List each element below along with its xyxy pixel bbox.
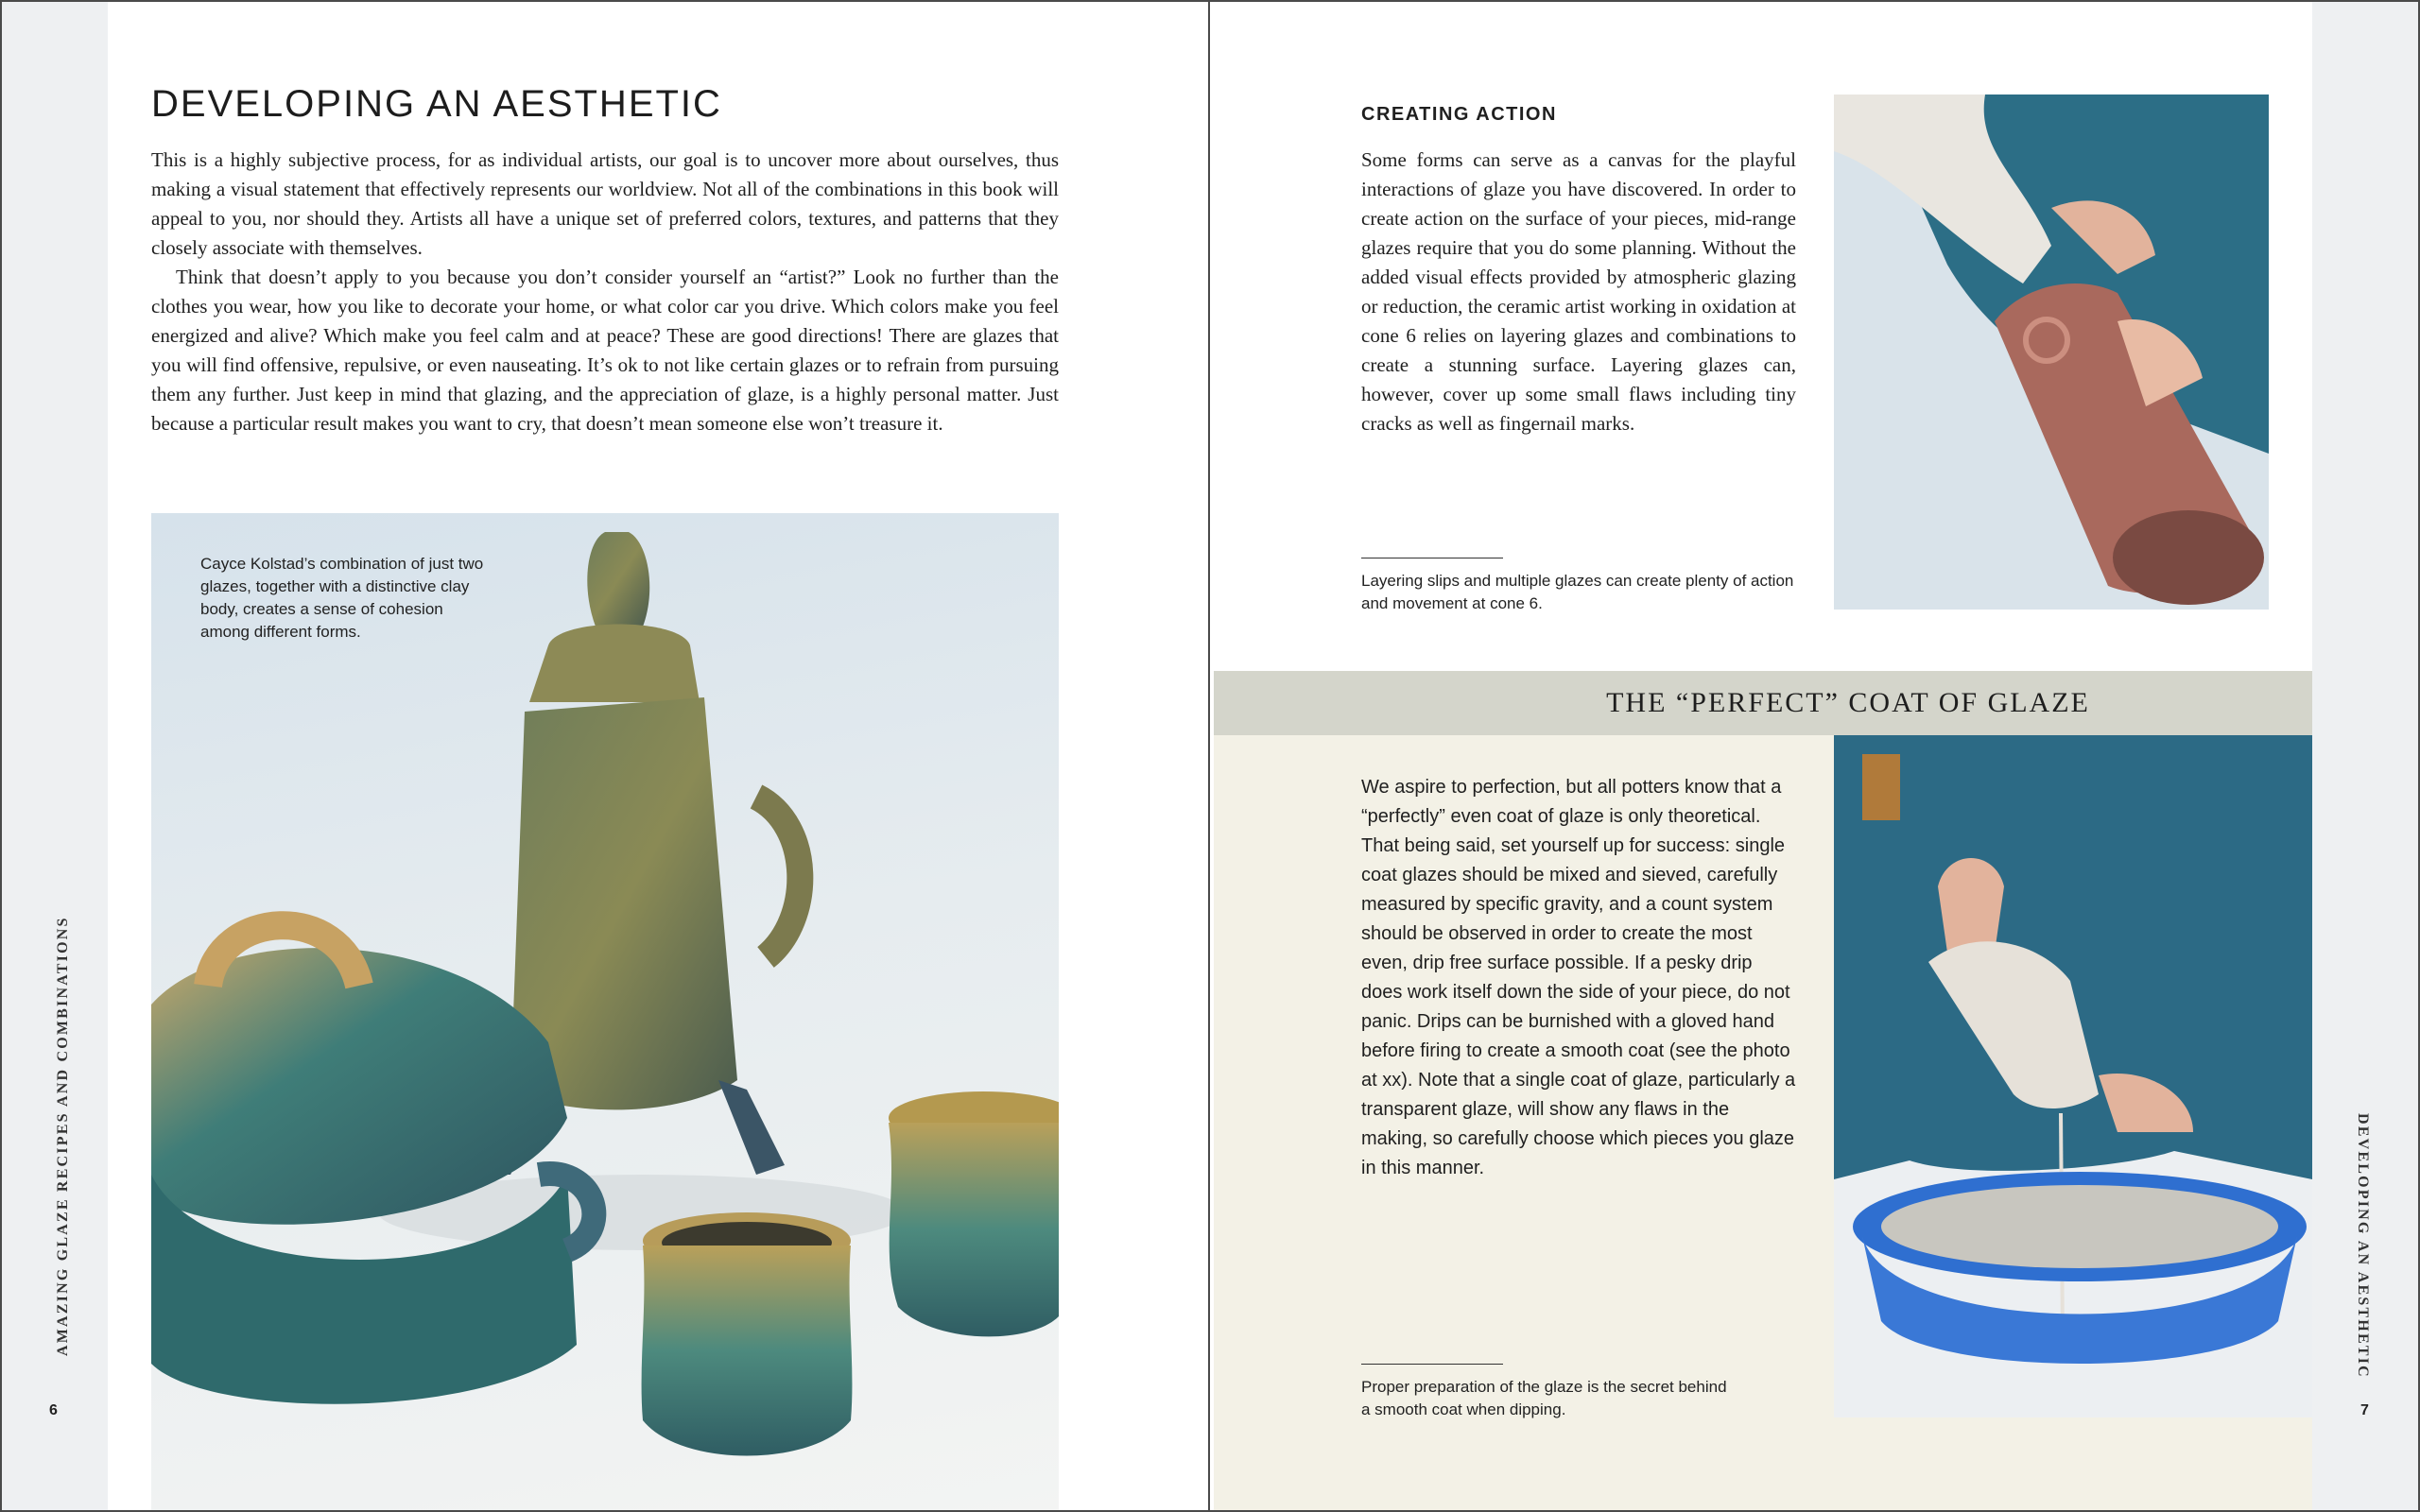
page-title: DEVELOPING AN AESTHETIC (151, 83, 722, 125)
section-text: Some forms can serve as a canvas for the playful interactions of glaze you have discovered. In order to create action on the surface of your pieces, mid-range glazes require that you do some planning. Without the added visual effects provided by atmospheric glazing or reduction, the ceramic artist working in oxidation at cone 6 relies on layering glazes and combinations to create a stunning surface. Layering glazes can, however, cover up some small flaws including tiny cracks as well as fingernail marks. (1361, 148, 1796, 435)
bottle-illustration (1834, 94, 2269, 610)
sidebar-text: We aspire to perfection, but all potters know that a “perfectly” even coat of glaze is only theoretical. That being said, set yourself up for success: single coat glazes should be mixed and sieved, carefully measured by specific gravity, and a count system should be observed in order to create the most even, drip free surface possible. If a pesky drip does work itself down the side of your piece, do not panic. Drips can be burnished with a gloved hand before firing to create a smooth coat (see the photo at xx). Note that a single coat of glaze, particularly a transparent glaze, will show any flaws in the making, so carefully choose which pieces you glaze in this manner. (1361, 777, 1796, 1178)
glaze-bottle-photo (1834, 94, 2269, 610)
sidebar-caption: Proper preparation of the glaze is the secret behind a smooth coat when dipping. (1361, 1378, 1727, 1418)
section-heading: CREATING ACTION (1361, 104, 1557, 125)
pottery-illustration (151, 513, 1059, 1512)
left-margin (0, 0, 108, 1512)
paragraph-1: This is a highly subjective process, for as individual artists, our goal is to uncover more about ourselves, thus making a visual statement that effectively represents our worldview. Not all of the combinations in this book will appeal to you, nor should they. Artists all have a unique set of preferred colors, textures, and patterns that they closely associate with themselves. (151, 148, 1059, 259)
intro-text (151, 146, 1059, 438)
sidebar-caption-rule (1361, 1364, 1503, 1365)
pottery-caption: Cayce Kolstad’s combination of just two glazes, together with a distinctive clay body, creates a sense of cohesion among different forms. (200, 555, 484, 641)
page-number-left: 6 (49, 1402, 58, 1418)
dipping-illustration (1834, 735, 2312, 1418)
page-number-right: 7 (2360, 1402, 2369, 1418)
running-head-right: DEVELOPING AN AESTHETIC (2355, 1113, 2371, 1379)
running-head-left: AMAZING GLAZE RECIPES AND COMBINATIONS (55, 916, 71, 1356)
pottery-photo (151, 513, 1059, 1512)
book-spine (1208, 0, 1210, 1512)
sidebar-header (1214, 671, 2312, 735)
section-caption: Layering slips and multiple glazes can create plenty of action and movement at cone 6. (1361, 572, 1794, 612)
paragraph-2: Think that doesn’t apply to you because you don’t consider yourself an “artist?” Look no further than the clothes you wear, how you like to decorate your home, or what color car you drive. Which colors make you feel energized and alive? Which make you feel calm and at peace? These are good directions! There are glazes that you will find offensive, repulsive, or even nauseating. It’s ok to not like certain glazes or to refrain from pursuing them any further. Just keep in mind that glazing, and the appreciation of glaze, is a highly personal matter. Just because a particular result makes you want to cry, that doesn’t mean someone else won’t treasure it. (151, 266, 1059, 435)
dipping-photo (1834, 735, 2312, 1418)
sidebar-title: THE “PERFECT” COAT OF GLAZE (1606, 687, 2090, 718)
